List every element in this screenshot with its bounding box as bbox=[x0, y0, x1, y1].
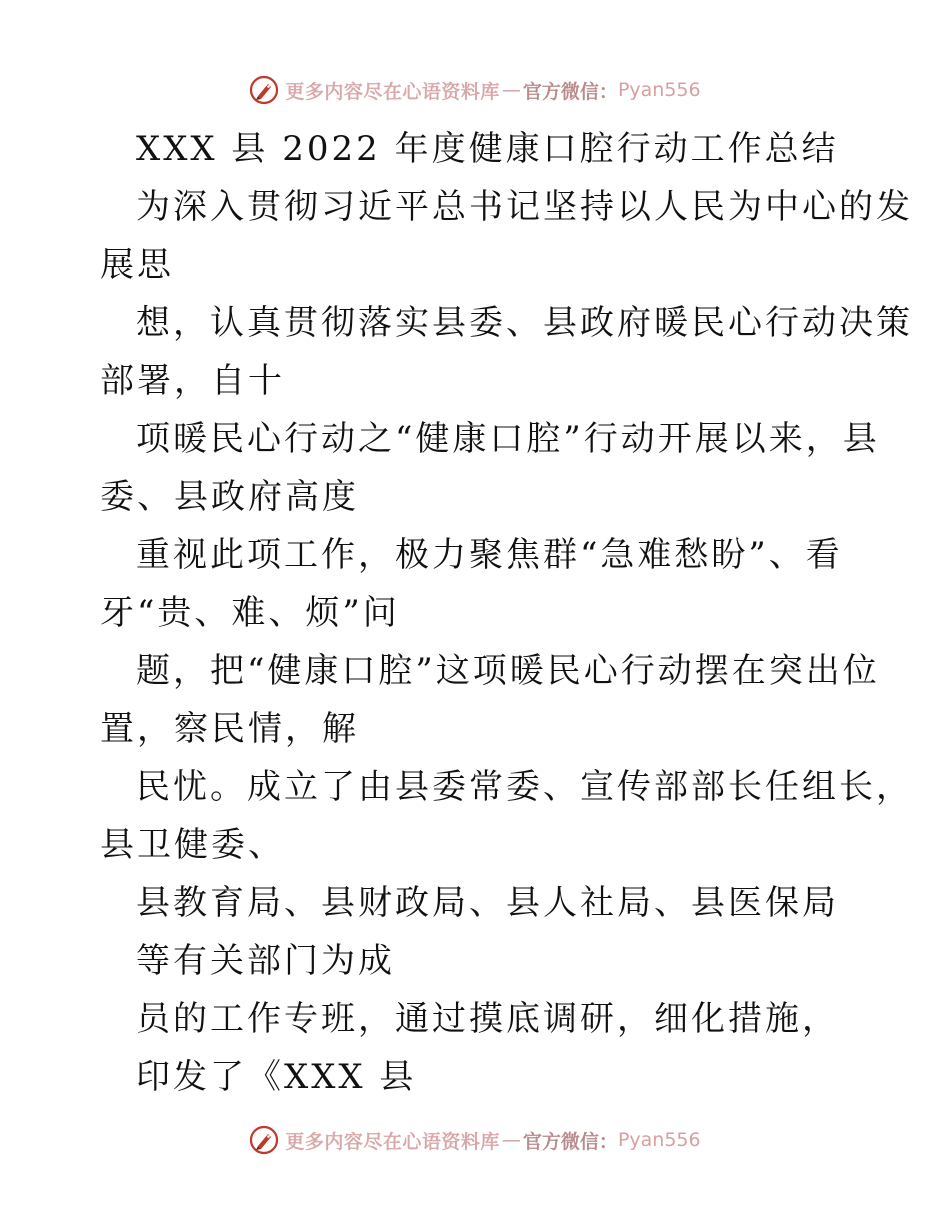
paragraph-line: 委、县政府高度 bbox=[100, 477, 359, 517]
watermark-wechat-id: Pyan556 bbox=[617, 79, 701, 101]
watermark-wechat-label: 官方微信： bbox=[522, 80, 618, 103]
paragraph-line: 员的工作专班，通过摸底调研，细化措施， bbox=[136, 999, 839, 1039]
paragraph-line: 为深入贯彻习近平总书记坚持以人民为中心的发 bbox=[136, 187, 913, 227]
paragraph-line: 印发了《XXX 县 bbox=[136, 1057, 417, 1097]
paragraph-line: 项暖民心行动之“健康口腔”行动开展以来，县 bbox=[136, 419, 880, 459]
paragraph-line: 牙“贵、难、烦”问 bbox=[100, 593, 400, 633]
pen-nib-circle-icon bbox=[249, 1125, 279, 1155]
watermark-text bbox=[285, 77, 700, 104]
paragraph-line: 县教育局、县财政局、县人社局、县医保局 bbox=[136, 883, 839, 923]
watermark-header bbox=[0, 70, 950, 110]
watermark-dash: — bbox=[501, 79, 521, 101]
pen-nib-circle-icon bbox=[249, 75, 279, 105]
paragraph-line: 题，把“健康口腔”这项暖民心行动摆在突出位 bbox=[136, 651, 880, 691]
watermark-footer bbox=[0, 1120, 950, 1160]
paragraph-line: 置，察民情，解 bbox=[100, 709, 359, 749]
paragraph-line: 部署，自十 bbox=[100, 361, 285, 401]
paragraph-line: 县卫健委、 bbox=[100, 825, 285, 865]
paragraph-line: 想，认真贯彻落实县委、县政府暖民心行动决策 bbox=[136, 303, 913, 343]
watermark-wechat-id: Pyan556 bbox=[617, 1129, 701, 1151]
paragraph-line: 民忧。成立了由县委常委、宣传部部长任组长， bbox=[136, 767, 913, 807]
watermark-dash: — bbox=[501, 1129, 521, 1151]
watermark-brand: 更多内容尽在心语资料库 bbox=[285, 80, 500, 103]
watermark-brand: 更多内容尽在心语资料库 bbox=[285, 1130, 500, 1153]
watermark-wechat-label: 官方微信： bbox=[522, 1130, 618, 1153]
paragraph-line: 重视此项工作，极力聚焦群“急难愁盼”、看 bbox=[136, 535, 843, 575]
paragraph-line: 展思 bbox=[100, 245, 174, 285]
paragraph-line: 等有关部门为成 bbox=[136, 941, 395, 981]
document-title: XXX 县 2022 年度健康口腔行动工作总结 bbox=[136, 129, 839, 169]
watermark-text bbox=[285, 1127, 700, 1154]
